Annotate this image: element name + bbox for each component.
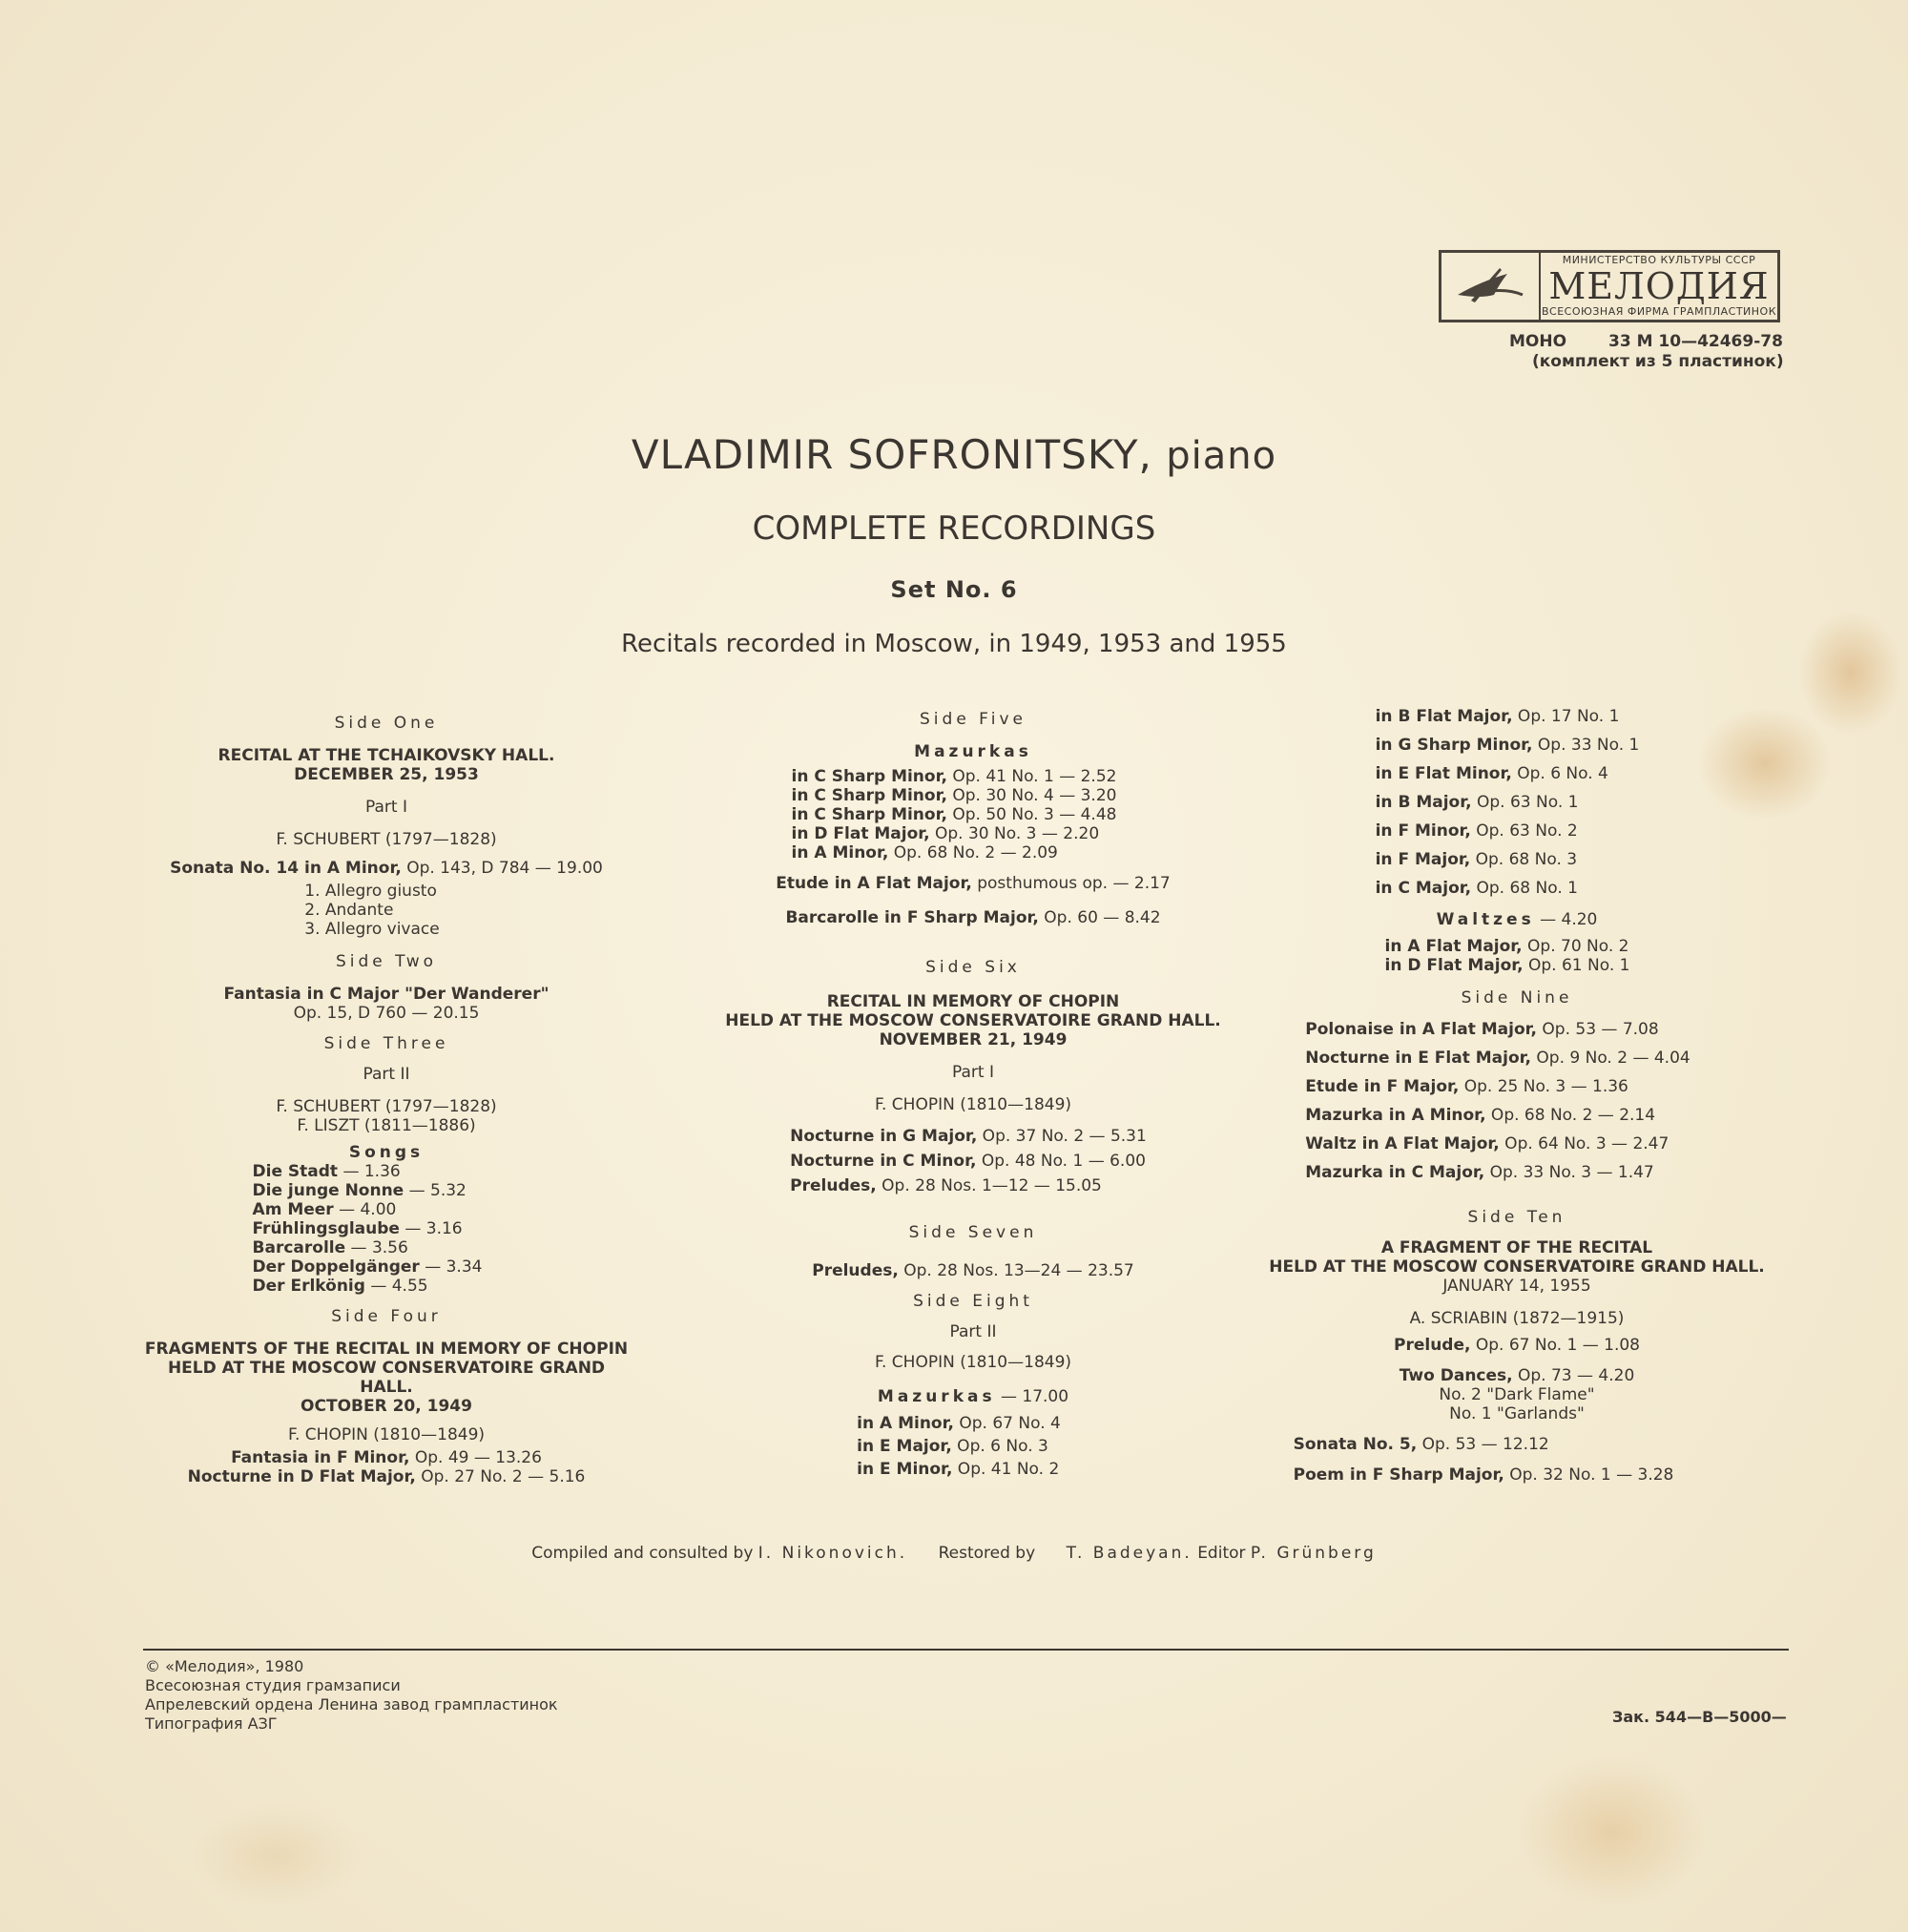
work: Mazurka in C Major, Op. 33 No. 3 — 1.47 bbox=[1305, 1163, 1654, 1182]
movement: 3. Allegro vivace bbox=[304, 920, 440, 939]
logo-firm: ВСЕСОЮЗНАЯ ФИРМА ГРАМПЛАСТИНОК bbox=[1541, 305, 1777, 318]
side-four-date: OCTOBER 20, 1949 bbox=[301, 1397, 472, 1416]
barcarolle: Barcarolle in F Sharp Major, Op. 60 — 8.42 bbox=[785, 908, 1161, 927]
work: Nocturne in G Major, Op. 37 No. 2 — 5.31 bbox=[790, 1127, 1147, 1146]
melodiya-emblem-icon bbox=[1441, 253, 1541, 320]
side-ten-heading: Side Ten bbox=[1467, 1208, 1566, 1227]
mazurka: in E Flat Minor, Op. 6 No. 4 bbox=[1375, 764, 1608, 783]
column-right bbox=[1269, 702, 1832, 1485]
prelude: Prelude, Op. 67 No. 1 — 1.08 bbox=[1394, 1336, 1640, 1355]
column-middle bbox=[706, 710, 1240, 1481]
side-ten-venue: HELD AT THE MOSCOW CONSERVATOIRE GRAND HALL. bbox=[1269, 1257, 1765, 1277]
side-nine-heading: Side Nine bbox=[1461, 988, 1573, 1008]
side-six-composer: F. CHOPIN (1810—1849) bbox=[874, 1095, 1072, 1114]
artist-name: VLADIMIR SOFRONITSKY, bbox=[631, 431, 1152, 478]
mazurka: in A Minor, Op. 67 No. 4 bbox=[857, 1414, 1061, 1433]
mazurkas-heading: Mazurkas bbox=[914, 742, 1032, 761]
mazurka: in C Sharp Minor, Op. 50 No. 3 — 4.48 bbox=[791, 805, 1117, 824]
column-left bbox=[143, 714, 630, 1486]
poem: Poem in F Sharp Major, Op. 32 No. 1 — 3.28 bbox=[1293, 1465, 1674, 1485]
song: Die junge Nonne — 5.32 bbox=[252, 1181, 467, 1200]
side-eight-heading: Side Eight bbox=[913, 1292, 1033, 1311]
printer: Типография АЗГ bbox=[145, 1714, 278, 1733]
movement: 2. Andante bbox=[304, 901, 394, 920]
work: Nocturne in E Flat Major, Op. 9 No. 2 — 4.04 bbox=[1305, 1049, 1690, 1068]
movement: 1. Allegro giusto bbox=[304, 882, 437, 901]
side-four-venue: FRAGMENTS OF THE RECITAL IN MEMORY OF CHOPIN bbox=[144, 1340, 629, 1359]
work-title: Sonata No. 14 in A Minor, bbox=[170, 859, 402, 878]
side-six-works bbox=[790, 1124, 1147, 1198]
set-number: Set No. 6 bbox=[890, 576, 1018, 603]
side-one-heading: Side One bbox=[334, 714, 439, 733]
side-two-heading: Side Two bbox=[335, 952, 438, 971]
side-three-heading: Side Three bbox=[323, 1034, 449, 1053]
footer-info bbox=[145, 1657, 558, 1734]
side-seven-heading: Side Seven bbox=[908, 1223, 1038, 1242]
side-ten-composer: A. SCRIABIN (1872—1915) bbox=[1409, 1309, 1625, 1328]
catalog-number: 33 М 10—42469-78 bbox=[1608, 332, 1783, 351]
song: Die Stadt — 1.36 bbox=[252, 1162, 401, 1181]
side-six-venue: RECITAL IN MEMORY OF CHOPIN bbox=[826, 992, 1120, 1011]
side-three-part: Part II bbox=[363, 1065, 410, 1084]
song: Barcarolle — 3.56 bbox=[252, 1238, 408, 1257]
credit-label: Restored by bbox=[938, 1544, 1036, 1563]
paper-stain bbox=[191, 1803, 363, 1908]
side-four-composer: F. CHOPIN (1810—1849) bbox=[287, 1425, 486, 1444]
melodiya-logo bbox=[1439, 250, 1780, 322]
side-three-composer: F. SCHUBERT (1797—1828) bbox=[276, 1097, 497, 1116]
mazurka: in G Sharp Minor, Op. 33 No. 1 bbox=[1375, 736, 1640, 755]
credit-label: Editor bbox=[1197, 1544, 1246, 1563]
mono-label: МОНО bbox=[1509, 332, 1567, 351]
dance: No. 1 "Garlands" bbox=[1449, 1404, 1585, 1423]
side-six-venue: HELD AT THE MOSCOW CONSERVATOIRE GRAND HALL. bbox=[725, 1011, 1221, 1030]
mazurka: in E Minor, Op. 41 No. 2 bbox=[857, 1460, 1060, 1479]
work: Mazurka in A Minor, Op. 68 No. 2 — 2.14 bbox=[1305, 1106, 1656, 1125]
song: Am Meer — 4.00 bbox=[252, 1200, 397, 1219]
song: Der Erlkönig — 4.55 bbox=[252, 1277, 428, 1296]
logo-name: МЕЛОДИЯ bbox=[1548, 265, 1770, 307]
credits-line bbox=[0, 1544, 1908, 1563]
credit-name: I. Nikonovich. bbox=[757, 1544, 908, 1563]
side-six-part: Part I bbox=[952, 1063, 994, 1082]
side-one-composer: F. SCHUBERT (1797—1828) bbox=[276, 830, 497, 849]
factory: Апрелевский ордена Ленина завод грампластинок bbox=[145, 1695, 558, 1714]
side-one-venue: RECITAL AT THE TCHAIKOVSKY HALL. bbox=[218, 746, 555, 765]
side-one-work bbox=[143, 859, 630, 878]
side-two-work: Fantasia in C Major "Der Wanderer" bbox=[223, 985, 550, 1004]
credit-name: T. Badeyan. bbox=[1066, 1544, 1192, 1563]
side-eight-mazurkas: Mazurkas — 17.00 bbox=[877, 1387, 1069, 1406]
side-four-work: Fantasia in F Minor, Op. 49 — 13.26 bbox=[231, 1448, 542, 1467]
side-six-date: NOVEMBER 21, 1949 bbox=[879, 1030, 1068, 1049]
work: Polonaise in A Flat Major, Op. 53 — 7.08 bbox=[1305, 1020, 1659, 1039]
waltzes-heading: Waltzes — 4.20 bbox=[1436, 910, 1598, 929]
waltz: in A Flat Major, Op. 70 No. 2 bbox=[1384, 937, 1629, 956]
side-one-date: DECEMBER 25, 1953 bbox=[294, 765, 479, 784]
side-eight-part: Part II bbox=[949, 1322, 997, 1341]
waltz: in D Flat Major, Op. 61 No. 1 bbox=[1384, 956, 1630, 975]
etude: Etude in A Flat Major, posthumous op. — 2.17 bbox=[776, 874, 1171, 893]
work: Preludes, Op. 28 Nos. 1—12 — 15.05 bbox=[790, 1176, 1102, 1195]
order-number: Зак. 544—В—5000— bbox=[1612, 1708, 1787, 1726]
mazurka: in F Minor, Op. 63 No. 2 bbox=[1375, 821, 1578, 841]
songs-heading: Songs bbox=[348, 1143, 425, 1162]
artist-heading bbox=[0, 431, 1908, 478]
dance: No. 2 "Dark Flame" bbox=[1439, 1385, 1595, 1404]
song: Der Doppelgänger — 3.34 bbox=[252, 1257, 483, 1277]
side-ten-more bbox=[1294, 1435, 1674, 1485]
side-two-details: Op. 15, D 760 — 20.15 bbox=[293, 1004, 480, 1023]
side-ten-date: JANUARY 14, 1955 bbox=[1442, 1277, 1591, 1296]
song: Frühlingsglaube — 3.16 bbox=[252, 1219, 463, 1238]
mazurka: in C Major, Op. 68 No. 1 bbox=[1375, 879, 1578, 898]
mazurka: in E Major, Op. 6 No. 3 bbox=[857, 1437, 1048, 1456]
mazurka: in B Major, Op. 63 No. 1 bbox=[1375, 793, 1579, 812]
mazurka: in C Sharp Minor, Op. 41 No. 1 — 2.52 bbox=[791, 767, 1117, 786]
mazurka: in A Minor, Op. 68 No. 2 — 2.09 bbox=[791, 843, 1058, 862]
mazurka: in D Flat Major, Op. 30 No. 3 — 2.20 bbox=[791, 824, 1100, 843]
side-four-heading: Side Four bbox=[331, 1307, 442, 1326]
side-ten-venue: A FRAGMENT OF THE RECITAL bbox=[1380, 1238, 1653, 1257]
side-four-venue: HELD AT THE MOSCOW CONSERVATOIRE GRAND HALL. bbox=[167, 1359, 606, 1397]
logo-ministry: МИНИСТЕРСТВО КУЛЬТУРЫ СССР bbox=[1562, 254, 1756, 266]
mazurka: in C Sharp Minor, Op. 30 No. 4 — 3.20 bbox=[791, 786, 1117, 805]
two-dances: Two Dances, Op. 73 — 4.20 bbox=[1399, 1366, 1635, 1385]
mazurka: in B Flat Major, Op. 17 No. 1 bbox=[1375, 707, 1620, 726]
paper-stain bbox=[1517, 1755, 1708, 1908]
side-eight-list bbox=[857, 1412, 1061, 1481]
studio: Всесоюзная студия грамзаписи bbox=[145, 1676, 401, 1694]
credit-label: Compiled and consulted by bbox=[531, 1544, 754, 1563]
mazurka: in F Major, Op. 68 No. 3 bbox=[1375, 850, 1578, 869]
instrument: piano bbox=[1166, 434, 1277, 478]
sonata: Sonata No. 5, Op. 53 — 12.12 bbox=[1293, 1435, 1549, 1454]
set-note: (комплект из 5 пластинок) bbox=[1532, 352, 1784, 371]
side-five-heading: Side Five bbox=[920, 710, 1027, 729]
work-details: Op. 143, D 784 — 19.00 bbox=[401, 859, 603, 878]
side-eight-composer: F. CHOPIN (1810—1849) bbox=[874, 1353, 1072, 1372]
footer-divider bbox=[143, 1649, 1789, 1651]
recording-subtitle: Recitals recorded in Moscow, in 1949, 1953 and 1955 bbox=[621, 630, 1287, 658]
copyright: © «Мелодия», 1980 bbox=[145, 1657, 304, 1675]
side-one-part: Part I bbox=[365, 798, 407, 817]
song-list bbox=[253, 1162, 483, 1296]
side-six-heading: Side Six bbox=[925, 958, 1021, 977]
mazurka-continued bbox=[1376, 702, 1640, 903]
collection-title: COMPLETE RECORDINGS bbox=[752, 509, 1156, 548]
movement-list bbox=[304, 882, 439, 939]
work: Nocturne in C Minor, Op. 48 No. 1 — 6.00 bbox=[790, 1152, 1146, 1171]
side-nine-list bbox=[1305, 1015, 1690, 1187]
work: Waltz in A Flat Major, Op. 64 No. 3 — 2.47 bbox=[1305, 1134, 1670, 1153]
side-seven-work: Preludes, Op. 28 Nos. 13—24 — 23.57 bbox=[812, 1261, 1134, 1280]
side-four-work: Nocturne in D Flat Major, Op. 27 No. 2 — 5.16 bbox=[187, 1467, 586, 1486]
work: Etude in F Major, Op. 25 No. 3 — 1.36 bbox=[1305, 1077, 1628, 1096]
side-three-composer: F. LISZT (1811—1886) bbox=[297, 1116, 476, 1135]
mazurka-list bbox=[792, 767, 1117, 862]
credit-name: P. Grünberg bbox=[1250, 1544, 1377, 1563]
waltz-list bbox=[1385, 937, 1630, 975]
